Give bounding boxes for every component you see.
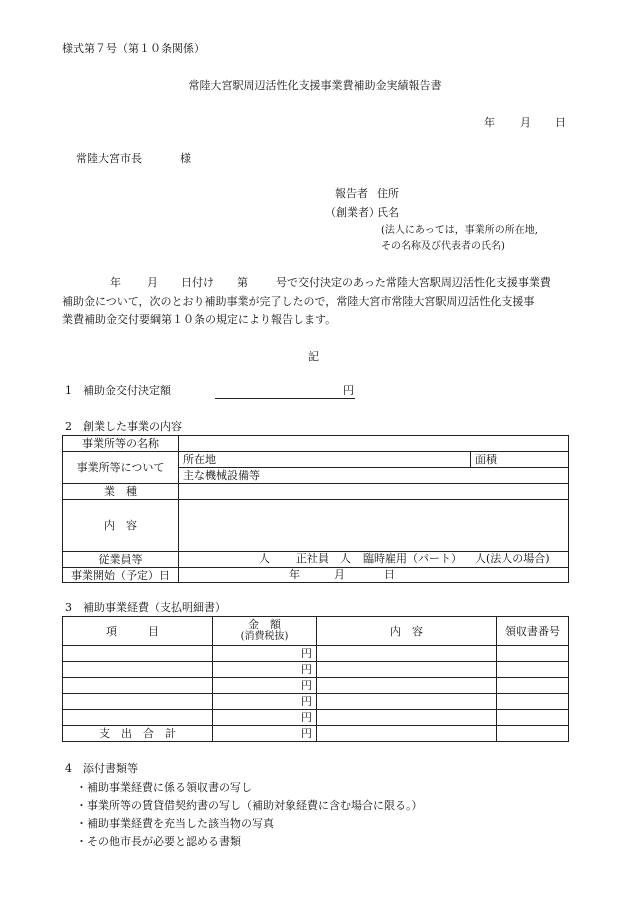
row-amount[interactable]: 円 [213,678,317,694]
row-content[interactable] [317,646,497,662]
header-amount-label: 金 額 [248,618,281,631]
row-content[interactable] [317,694,497,710]
row-receipt[interactable] [497,646,569,662]
section2-label: 2 創業した事業の内容 [65,420,182,433]
total-label: 支 出 合 計 [63,726,213,742]
equipment-label: 主な機械設備等 [179,468,569,484]
row-receipt[interactable] [497,694,569,710]
section1-label: 1 補助金交付決定額 [65,384,171,397]
header-receipt: 領収書番号 [497,617,569,646]
body-line3: 業費補助金交付要綱第１０条の規定により報告します。 [62,313,337,326]
reporter-name-label: 氏名 [377,206,399,219]
row-item[interactable] [63,662,213,678]
area-label: 面積 [471,452,569,468]
table-row [63,694,569,710]
form-number: 様式第７号（第１０条関係） [62,42,205,55]
body-line1: 号で交付決定のあった常陸大宮駅周辺活性化支援事業費 [276,276,551,289]
body-year: 年 [110,276,121,289]
table-row [63,710,569,726]
row-amount[interactable]: 円 [213,646,317,662]
row-content[interactable] [317,710,497,726]
expense-table [62,616,569,742]
ki-mark: 記 [308,350,319,363]
industry-value[interactable] [179,484,569,500]
row-content[interactable] [317,662,497,678]
header-amount [213,617,317,646]
start-date-year: 年 [289,568,300,581]
reporter-founder-label: （創業者） [325,206,380,219]
employees-person-unit: 人 [259,552,270,565]
row-item[interactable] [63,694,213,710]
row-receipt[interactable] [497,678,569,694]
start-date-day: 日 [384,568,395,581]
employees-temporary: 臨時雇用（パート） [363,552,462,565]
row-amount[interactable]: 円 [213,662,317,678]
row-amount[interactable]: 円 [213,710,317,726]
header-content: 内 容 [317,617,497,646]
business-name-value[interactable] [179,436,569,452]
body-month: 月 [147,276,158,289]
date-month: 月 [520,116,531,129]
content-value[interactable] [179,500,569,552]
employees-label: 従業員等 [63,552,179,568]
section1-unit: 円 [343,384,354,397]
reporter-note-line1: (法人にあっては，事業所の所在地, [381,225,538,236]
table-row [63,646,569,662]
attachment-item: ・補助事業経費を充当した該当物の写真 [76,817,274,830]
content-label: 内 容 [63,500,179,552]
industry-label: 業 種 [63,484,179,500]
row-item[interactable] [63,678,213,694]
attachment-item: ・その他市長が必要と認める書類 [76,835,241,848]
row-content[interactable] [317,678,497,694]
total-receipt [497,726,569,742]
reporter-label: 報告者 [335,187,368,200]
start-date-value[interactable] [179,568,569,583]
total-amount[interactable]: 円 [213,726,317,742]
reporter-address-label: 住所 [377,187,399,200]
location-label: 所在地 [179,452,471,468]
addressee-name: 常陸大宮市長 [76,152,142,165]
section4-label: 4 添付書類等 [65,762,138,775]
about-business-label: 事業所等について [63,452,179,484]
date-year: 年 [484,116,495,129]
table-row [63,662,569,678]
attachment-item: ・補助事業経費に係る領収書の写し [76,781,252,794]
start-date-month: 月 [334,568,345,581]
business-name-label: 事業所等の名称 [63,436,179,452]
amount-underline [215,384,355,399]
total-row [63,726,569,742]
row-receipt[interactable] [497,710,569,726]
addressee-honorific: 様 [180,152,191,165]
header-item: 項 目 [63,617,213,646]
date-day: 日 [555,116,566,129]
reporter-note-line2: その名称及び代表者の氏名) [381,241,505,252]
business-content-table [62,435,569,583]
header-tax-note: (消費税抜) [240,631,289,642]
total-content [317,726,497,742]
row-receipt[interactable] [497,662,569,678]
employees-regular: 正社員 人 [296,552,351,565]
body-line2: 補助金について，次のとおり補助事業が完了したので，常陸大宮市常陸大宮駅周辺活性化支援事 [62,295,535,308]
section3-label: 3 補助事業経費（支払明細書） [65,601,226,614]
body-number-prefix: 第 [237,276,248,289]
row-amount[interactable]: 円 [213,694,317,710]
attachment-item: ・事業所等の賃貸借契約書の写し（補助対象経費に含む場合に限る。） [76,799,423,812]
employees-value[interactable] [179,552,569,568]
table-row [63,678,569,694]
body-day: 日付け [181,276,214,289]
row-item[interactable] [63,710,213,726]
start-date-label: 事業開始（予定）日 [63,568,179,583]
row-item[interactable] [63,646,213,662]
employees-corp-case: 人(法人の場合) [475,552,550,565]
document-title: 常陸大宮駅周辺活性化支援事業費補助金実績報告書 [188,79,442,92]
